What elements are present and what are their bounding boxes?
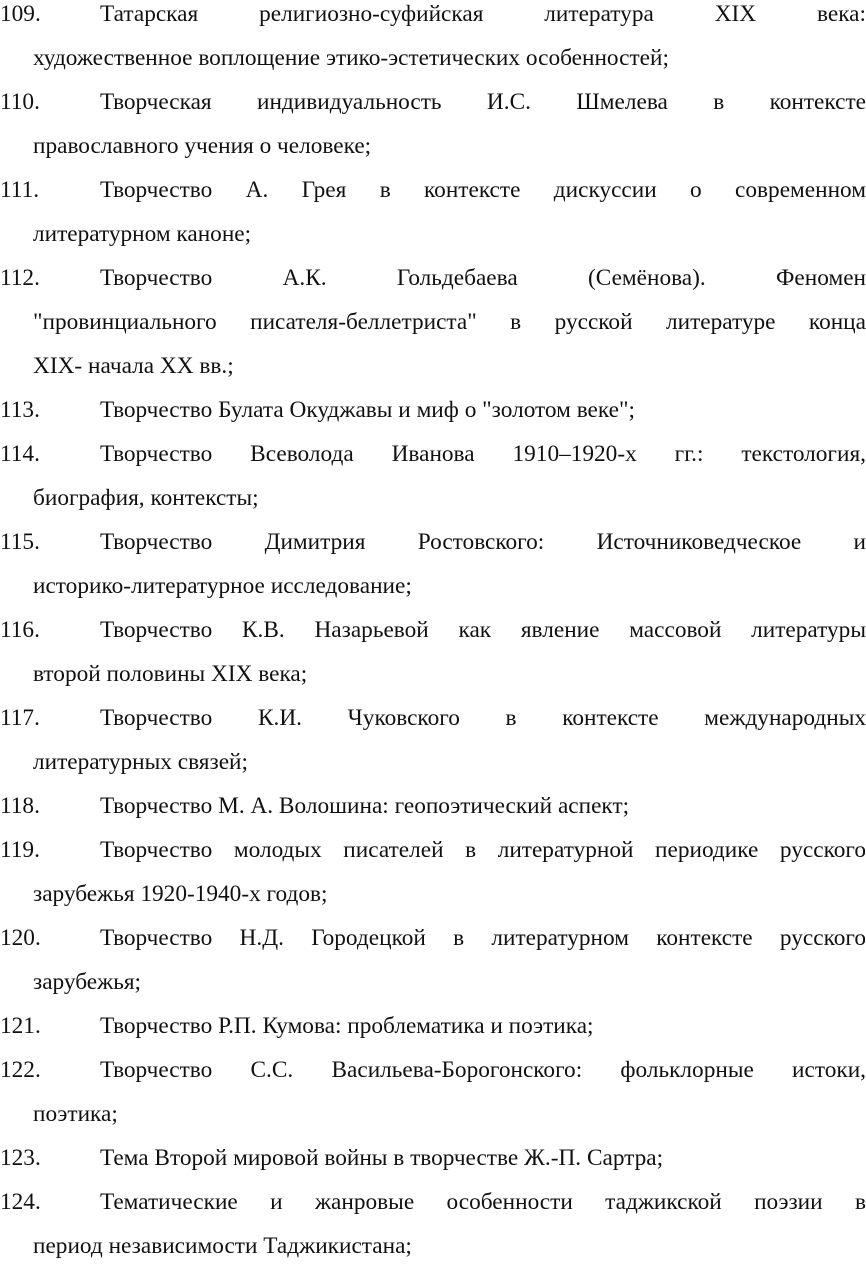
list-item-113: [0, 388, 866, 432]
item-number: 123.: [0, 1145, 41, 1171]
item-title-continuation: художественное воплощение этико-эстетических особенностей;: [33, 45, 669, 71]
list-item-111: [0, 168, 866, 212]
item-number: 111.: [0, 177, 40, 203]
item-title-continuation: период независимости Таджикистана;: [33, 1233, 412, 1259]
list-item-124: [0, 1180, 866, 1224]
list-item-118: [0, 784, 866, 828]
item-title-continuation: биография, контексты;: [33, 485, 259, 511]
item-title-continuation: зарубежья 1920-1940-х годов;: [33, 881, 328, 907]
item-number: 117.: [0, 705, 40, 731]
item-number: 124.: [0, 1189, 41, 1215]
list-item-119: [0, 828, 866, 872]
item-title-line: Творческая индивидуальность И.С. Шмелева в контексте: [100, 89, 866, 115]
item-title-line: Тематические и жанровые особенности таджикской поэзии в: [100, 1189, 866, 1215]
item-number: 114.: [0, 441, 40, 467]
item-title-continuation: православного учения о человеке;: [33, 133, 372, 159]
item-number: 119.: [0, 837, 40, 863]
item-number: 110.: [0, 89, 40, 115]
item-title-line: Творчество Н.Д. Городецкой в литературном контексте русского: [100, 925, 866, 951]
item-title-continuation: зарубежья;: [33, 969, 142, 995]
item-title-continuation: XIX- начала XX вв.;: [33, 353, 234, 379]
list-item-110: [0, 80, 866, 124]
item-title-line: Татарская религиозно-суфийская литература XIX века:: [100, 1, 866, 27]
item-title-line: Творчество К.И. Чуковского в контексте международных: [100, 705, 866, 731]
item-title-continuation: поэтика;: [33, 1101, 118, 1127]
item-title-line: Творчество Булата Окуджавы и миф о "золотом веке";: [100, 397, 635, 423]
item-title-line: Творчество Всеволода Иванова 1910–1920-х гг.: текстология,: [100, 441, 866, 467]
item-title-continuation: второй половины XIX века;: [33, 661, 308, 687]
list-item-112: [0, 256, 866, 300]
list-item-123: [0, 1136, 866, 1180]
item-number: 118.: [0, 793, 40, 819]
item-number: 120.: [0, 925, 41, 951]
item-number: 115.: [0, 529, 40, 555]
item-number: 112.: [0, 265, 40, 291]
list-item-117: [0, 696, 866, 740]
list-item-114: [0, 432, 866, 476]
item-title-line: Творчество Димитрия Ростовского: Источниковедческое и: [100, 529, 866, 555]
item-number: 121.: [0, 1013, 41, 1039]
item-title-continuation: "провинциального писателя-беллетриста" в русской литературе конца: [33, 309, 866, 335]
item-number: 109.: [0, 1, 41, 27]
item-title-line: Тема Второй мировой войны в творчестве Ж.-П. Сартра;: [100, 1145, 664, 1171]
item-title-line: Творчество А. Грея в контексте дискуссии о современном: [100, 177, 866, 203]
list-item-121: [0, 1004, 866, 1048]
item-title-line: Творчество Р.П. Кумова: проблематика и поэтика;: [100, 1013, 594, 1039]
item-number: 122.: [0, 1057, 41, 1083]
item-title-line: Творчество молодых писателей в литературной периодике русского: [100, 837, 866, 863]
item-number: 113.: [0, 397, 40, 423]
item-title-line: Творчество К.В. Назарьевой как явление массовой литературы: [100, 617, 866, 643]
item-title-continuation: историко-литературное исследование;: [33, 573, 412, 599]
item-title-continuation: литературном каноне;: [33, 221, 252, 247]
list-item-109: [0, 0, 866, 36]
item-title-line: Творчество М. А. Волошина: геопоэтический аспект;: [100, 793, 630, 819]
item-title-line: Творчество А.К. Гольдебаева (Семёнова). Феномен: [100, 265, 866, 291]
item-title-continuation: литературных связей;: [33, 749, 248, 775]
list-item-120: [0, 916, 866, 960]
item-title-line: Творчество С.С. Васильева-Борогонского: фольклорные истоки,: [100, 1057, 866, 1083]
list-item-116: [0, 608, 866, 652]
item-number: 116.: [0, 617, 40, 643]
list-item-122: [0, 1048, 866, 1092]
list-item-115: [0, 520, 866, 564]
